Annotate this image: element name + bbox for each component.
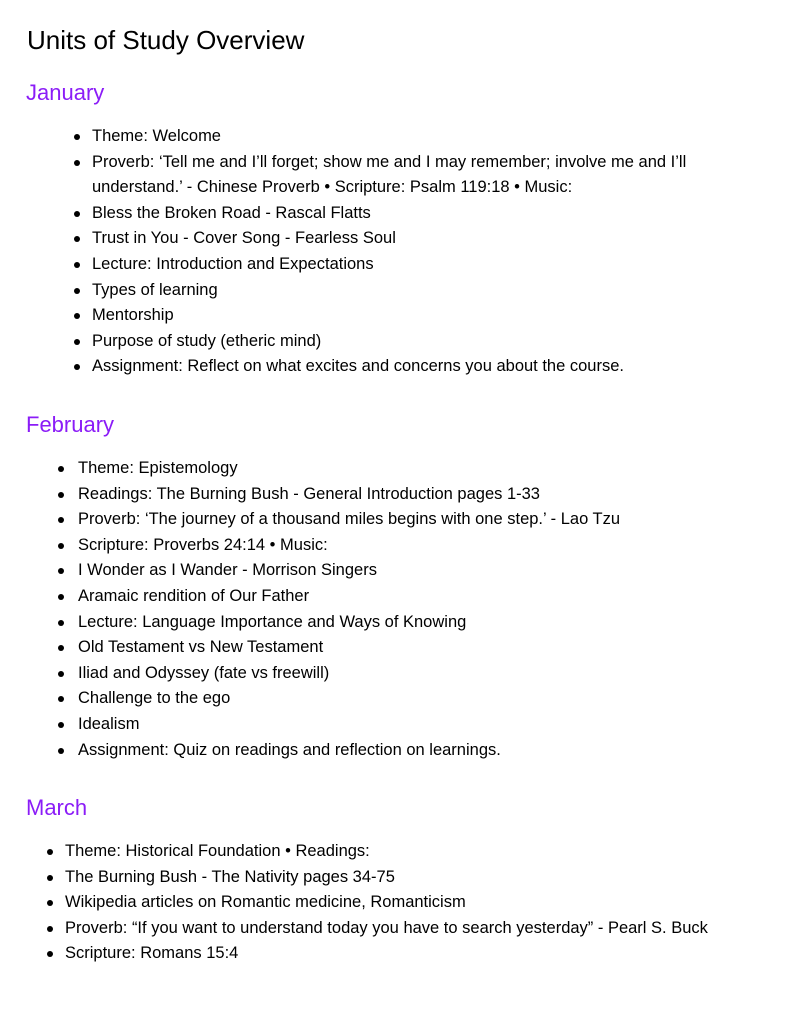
list-item: Theme: Epistemology [78, 456, 738, 482]
list-item: Theme: Historical Foundation • Readings: [65, 839, 745, 865]
section-heading: February [26, 412, 115, 437]
list-item: Wikipedia articles on Romantic medicine, Romanticism [65, 890, 745, 916]
list-item: Lecture: Introduction and Expectations [92, 252, 742, 278]
list-item: Assignment: Reflect on what excites and concerns you about the course. [92, 354, 742, 380]
list-item: Proverb: ‘Tell me and I’ll forget; show me and I may remember; involve me and I’ll understand.’ - Chinese Proverb • Scripture: Psalm 119:18 • Music: [92, 150, 742, 201]
list-item: Aramaic rendition of Our Father [78, 584, 738, 610]
list-item: Lecture: Language Importance and Ways of Knowing [78, 610, 738, 636]
section-january [26, 78, 766, 380]
list-item: Purpose of study (etheric mind) [92, 329, 742, 355]
list-item: Idealism [78, 712, 738, 738]
bullet-list [65, 839, 745, 967]
list-item: Scripture: Proverbs 24:14 • Music: [78, 533, 738, 559]
list-item: Bless the Broken Road - Rascal Flatts [92, 201, 742, 227]
page-title: Units of Study Overview [27, 25, 305, 55]
list-item: Proverb: “If you want to understand today you have to search yesterday” - Pearl S. Buck [65, 916, 745, 942]
bullet-list [78, 456, 738, 763]
list-item: Scripture: Romans 15:4 [65, 941, 745, 967]
list-item: Challenge to the ego [78, 686, 738, 712]
list-item: I Wonder as I Wander - Morrison Singers [78, 558, 738, 584]
list-item: Theme: Welcome [92, 124, 742, 150]
list-item: The Burning Bush - The Nativity pages 34-75 [65, 865, 745, 891]
section-february [26, 410, 766, 763]
section-heading: January [26, 80, 105, 105]
section-heading: March [26, 795, 88, 820]
list-item: Iliad and Odyssey (fate vs freewill) [78, 661, 738, 687]
list-item: Proverb: ‘The journey of a thousand miles begins with one step.’ - Lao Tzu [78, 507, 738, 533]
list-item: Trust in You - Cover Song - Fearless Soul [92, 226, 742, 252]
list-item: Mentorship [92, 303, 742, 329]
list-item: Types of learning [92, 278, 742, 304]
list-item: Old Testament vs New Testament [78, 635, 738, 661]
bullet-list [92, 124, 742, 380]
list-item: Readings: The Burning Bush - General Introduction pages 1-33 [78, 482, 738, 508]
list-item: Assignment: Quiz on readings and reflection on learnings. [78, 738, 738, 764]
section-march [26, 793, 766, 967]
